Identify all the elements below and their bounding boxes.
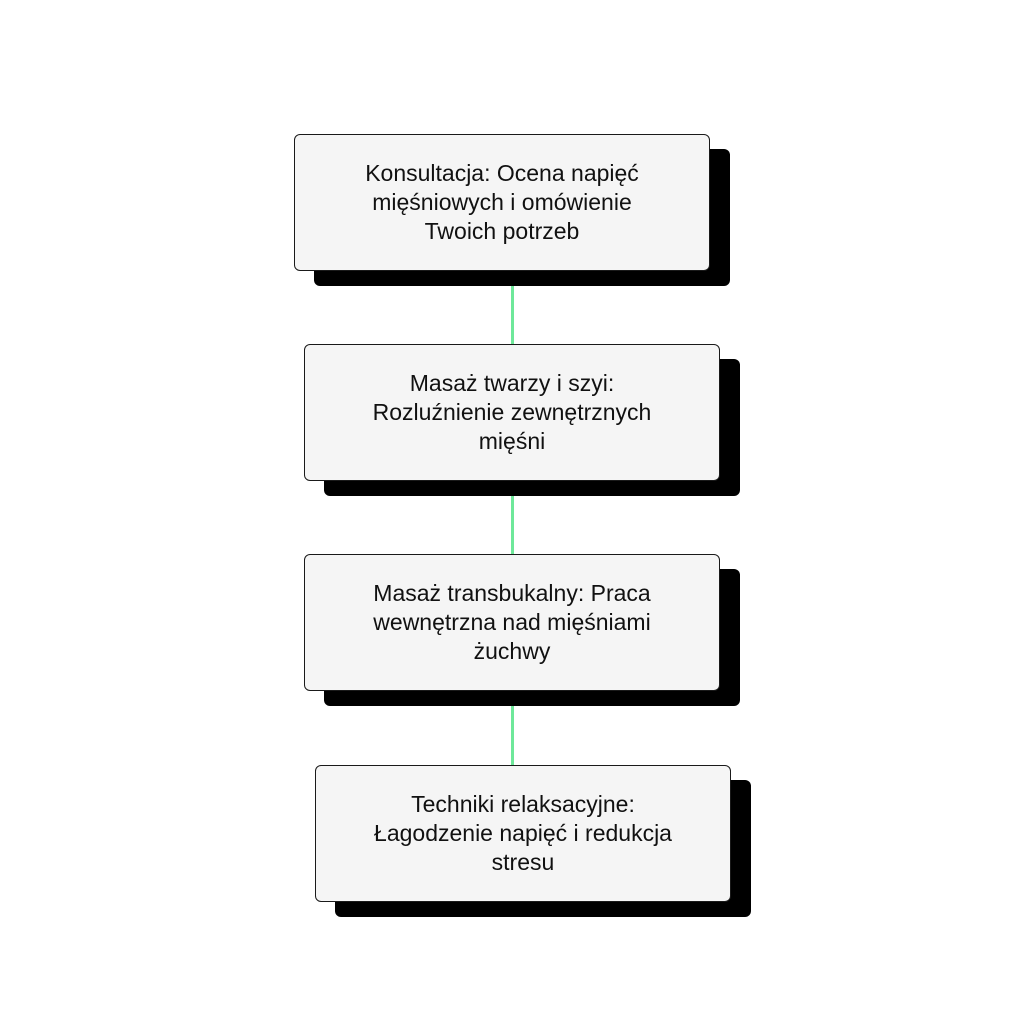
connector-1-2 bbox=[511, 285, 514, 347]
step-label: Masaż transbukalny: Praca wewnętrzna nad mięśniami żuchwy bbox=[373, 580, 651, 664]
flow-step-relaxation-techniques bbox=[315, 765, 731, 902]
connector-2-3 bbox=[511, 495, 514, 557]
step-box bbox=[294, 134, 710, 271]
step-box bbox=[304, 554, 720, 691]
step-label: Masaż twarzy i szyi: Rozluźnienie zewnętrznych mięśni bbox=[372, 370, 652, 454]
step-box bbox=[315, 765, 731, 902]
step-label: Konsultacja: Ocena napięć mięśniowych i omówienie Twoich potrzeb bbox=[365, 160, 639, 244]
step-box bbox=[304, 344, 720, 481]
flow-step-transbuccal-massage bbox=[304, 554, 720, 691]
flow-step-face-neck-massage bbox=[304, 344, 720, 481]
connector-3-4 bbox=[511, 705, 514, 767]
flow-step-consultation bbox=[294, 134, 710, 271]
step-label: Techniki relaksacyjne: Łagodzenie napięć i redukcja stresu bbox=[374, 791, 672, 875]
